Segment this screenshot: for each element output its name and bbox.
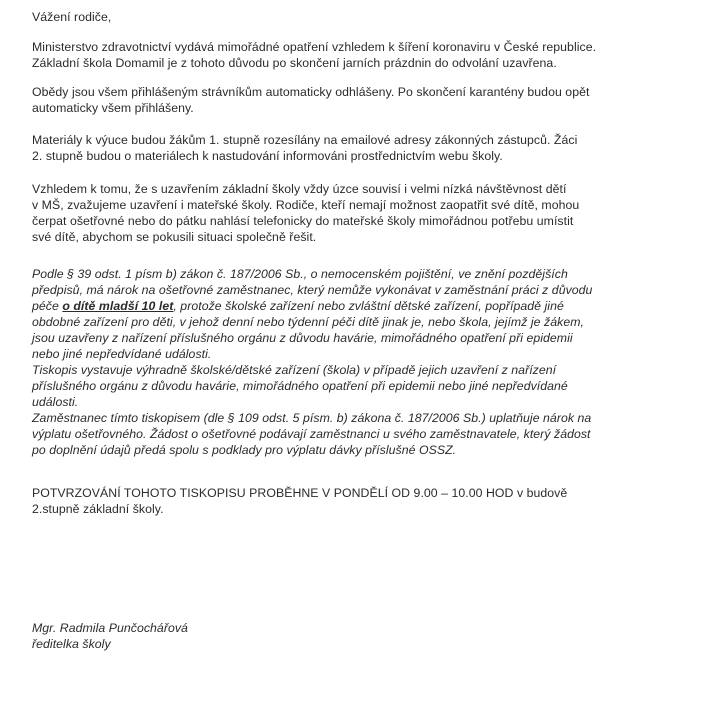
paragraph-line: Ministerstvo zdravotnictví vydává mimořádné opatření vzhledem k šíření koronaviru v České republice. (32, 40, 597, 54)
paragraph-line: Základní škola Domamil je z tohoto důvodu po skončení jarních prázdnin do odvolání uzavřena. (32, 56, 557, 70)
signature-block (32, 620, 704, 652)
legal-line: po doplnění údajů předá spolu s podklady pro výplatu dávky příslušné OSSZ. (32, 443, 457, 457)
paragraph-lunches (32, 84, 704, 116)
paragraph-materials (32, 132, 704, 164)
paragraph-line: POTVRZOVÁNÍ TOHOTO TISKOPISU PROBĚHNE V PONDĚLÍ OD 9.00 – 10.00 HOD v budově (32, 486, 568, 500)
paragraph-line: v MŠ, zvažujeme uzavření i mateřské školy. Rodiče, kteří nemají možnost zaopatřit své dítě, mohou (32, 198, 580, 212)
legal-line-suffix: , protože školské zařízení nebo zvláštní dětské zařízení, popřípadě jiné (173, 299, 564, 313)
legal-line: obdobné zařízení pro děti, v jehož denní nebo týdenní péči dítě jinak je, nebo škola, jejímž je žákem, (32, 315, 584, 329)
greeting (32, 9, 704, 25)
paragraph-line: Materiály k výuce budou žákům 1. stupně rozesílány na emailové adresy zákonných zástupců. Žáci (32, 133, 578, 147)
paragraph-confirmation (32, 485, 704, 517)
paragraph-kindergarten (32, 181, 704, 245)
legal-line: příslušného orgánu z důvodu havárie, mimořádného opatření při epidemii nebo jiné nepředvídané (32, 379, 568, 393)
paragraph-line: čerpat ošetřovné nebo do pátku nahlásí telefonicky do mateřské školy mimořádnou potřebu umístit (32, 214, 574, 228)
legal-line: výplatu ošetřovného. Žádost o ošetřovné podávají zaměstnanci u svého zaměstnavatele, který žádost (32, 427, 591, 441)
legal-line: předpisů, má nárok na ošetřovné zaměstnanec, který nemůže vykonávat v zaměstnání práci z důvodu (32, 283, 593, 297)
paragraph-line: automaticky všem přihlášeny. (32, 101, 194, 115)
paragraph-line: Vzhledem k tomu, že s uzavřením základní školy vždy úzce souvisí i velmi nízká návštěvnost dětí (32, 182, 567, 196)
child-age-emphasis: o dítě mladší 10 let (62, 299, 174, 313)
legal-line-prefix: péče (32, 299, 63, 313)
legal-line: nebo jiné nepředvídané události. (32, 347, 212, 361)
paragraph-line: Obědy jsou všem přihlášeným strávníkům automaticky odhlášeny. Po skončení karantény budou opět (32, 85, 590, 99)
paragraph-closure (32, 39, 704, 71)
legal-line (32, 298, 704, 314)
legal-line: Zaměstnanec tímto tiskopisem (dle § 109 odst. 5 písm. b) zákona č. 187/2006 Sb.) uplatňuje nárok na (32, 411, 592, 425)
signature-name: Mgr. Radmila Punčochářová (32, 621, 188, 635)
legal-line: události. (32, 395, 79, 409)
greeting-line: Vážení rodiče, (32, 10, 112, 24)
legal-line: Podle § 39 odst. 1 písm b) zákon č. 187/2006 Sb., o nemocenském pojištění, ve znění pozdějších (32, 267, 568, 281)
paragraph-line: 2.stupně základní školy. (32, 502, 164, 516)
signature-role: ředitelka školy (32, 637, 111, 651)
legal-line: Tiskopis vystavuje výhradně školské/dětské zařízení (škola) v případě jejich uzavření z nařízení (32, 363, 557, 377)
paragraph-line: své dítě, abychom se pokusili situaci společně řešit. (32, 230, 317, 244)
paragraph-legal-notice (32, 266, 704, 458)
legal-line: jsou uzavřeny z nařízení příslušného orgánu z důvodu havárie, mimořádného opatření při epidemii (32, 331, 573, 345)
paragraph-line: 2. stupně budou o materiálech k nastudování informováni prostřednictvím webu školy. (32, 149, 503, 163)
